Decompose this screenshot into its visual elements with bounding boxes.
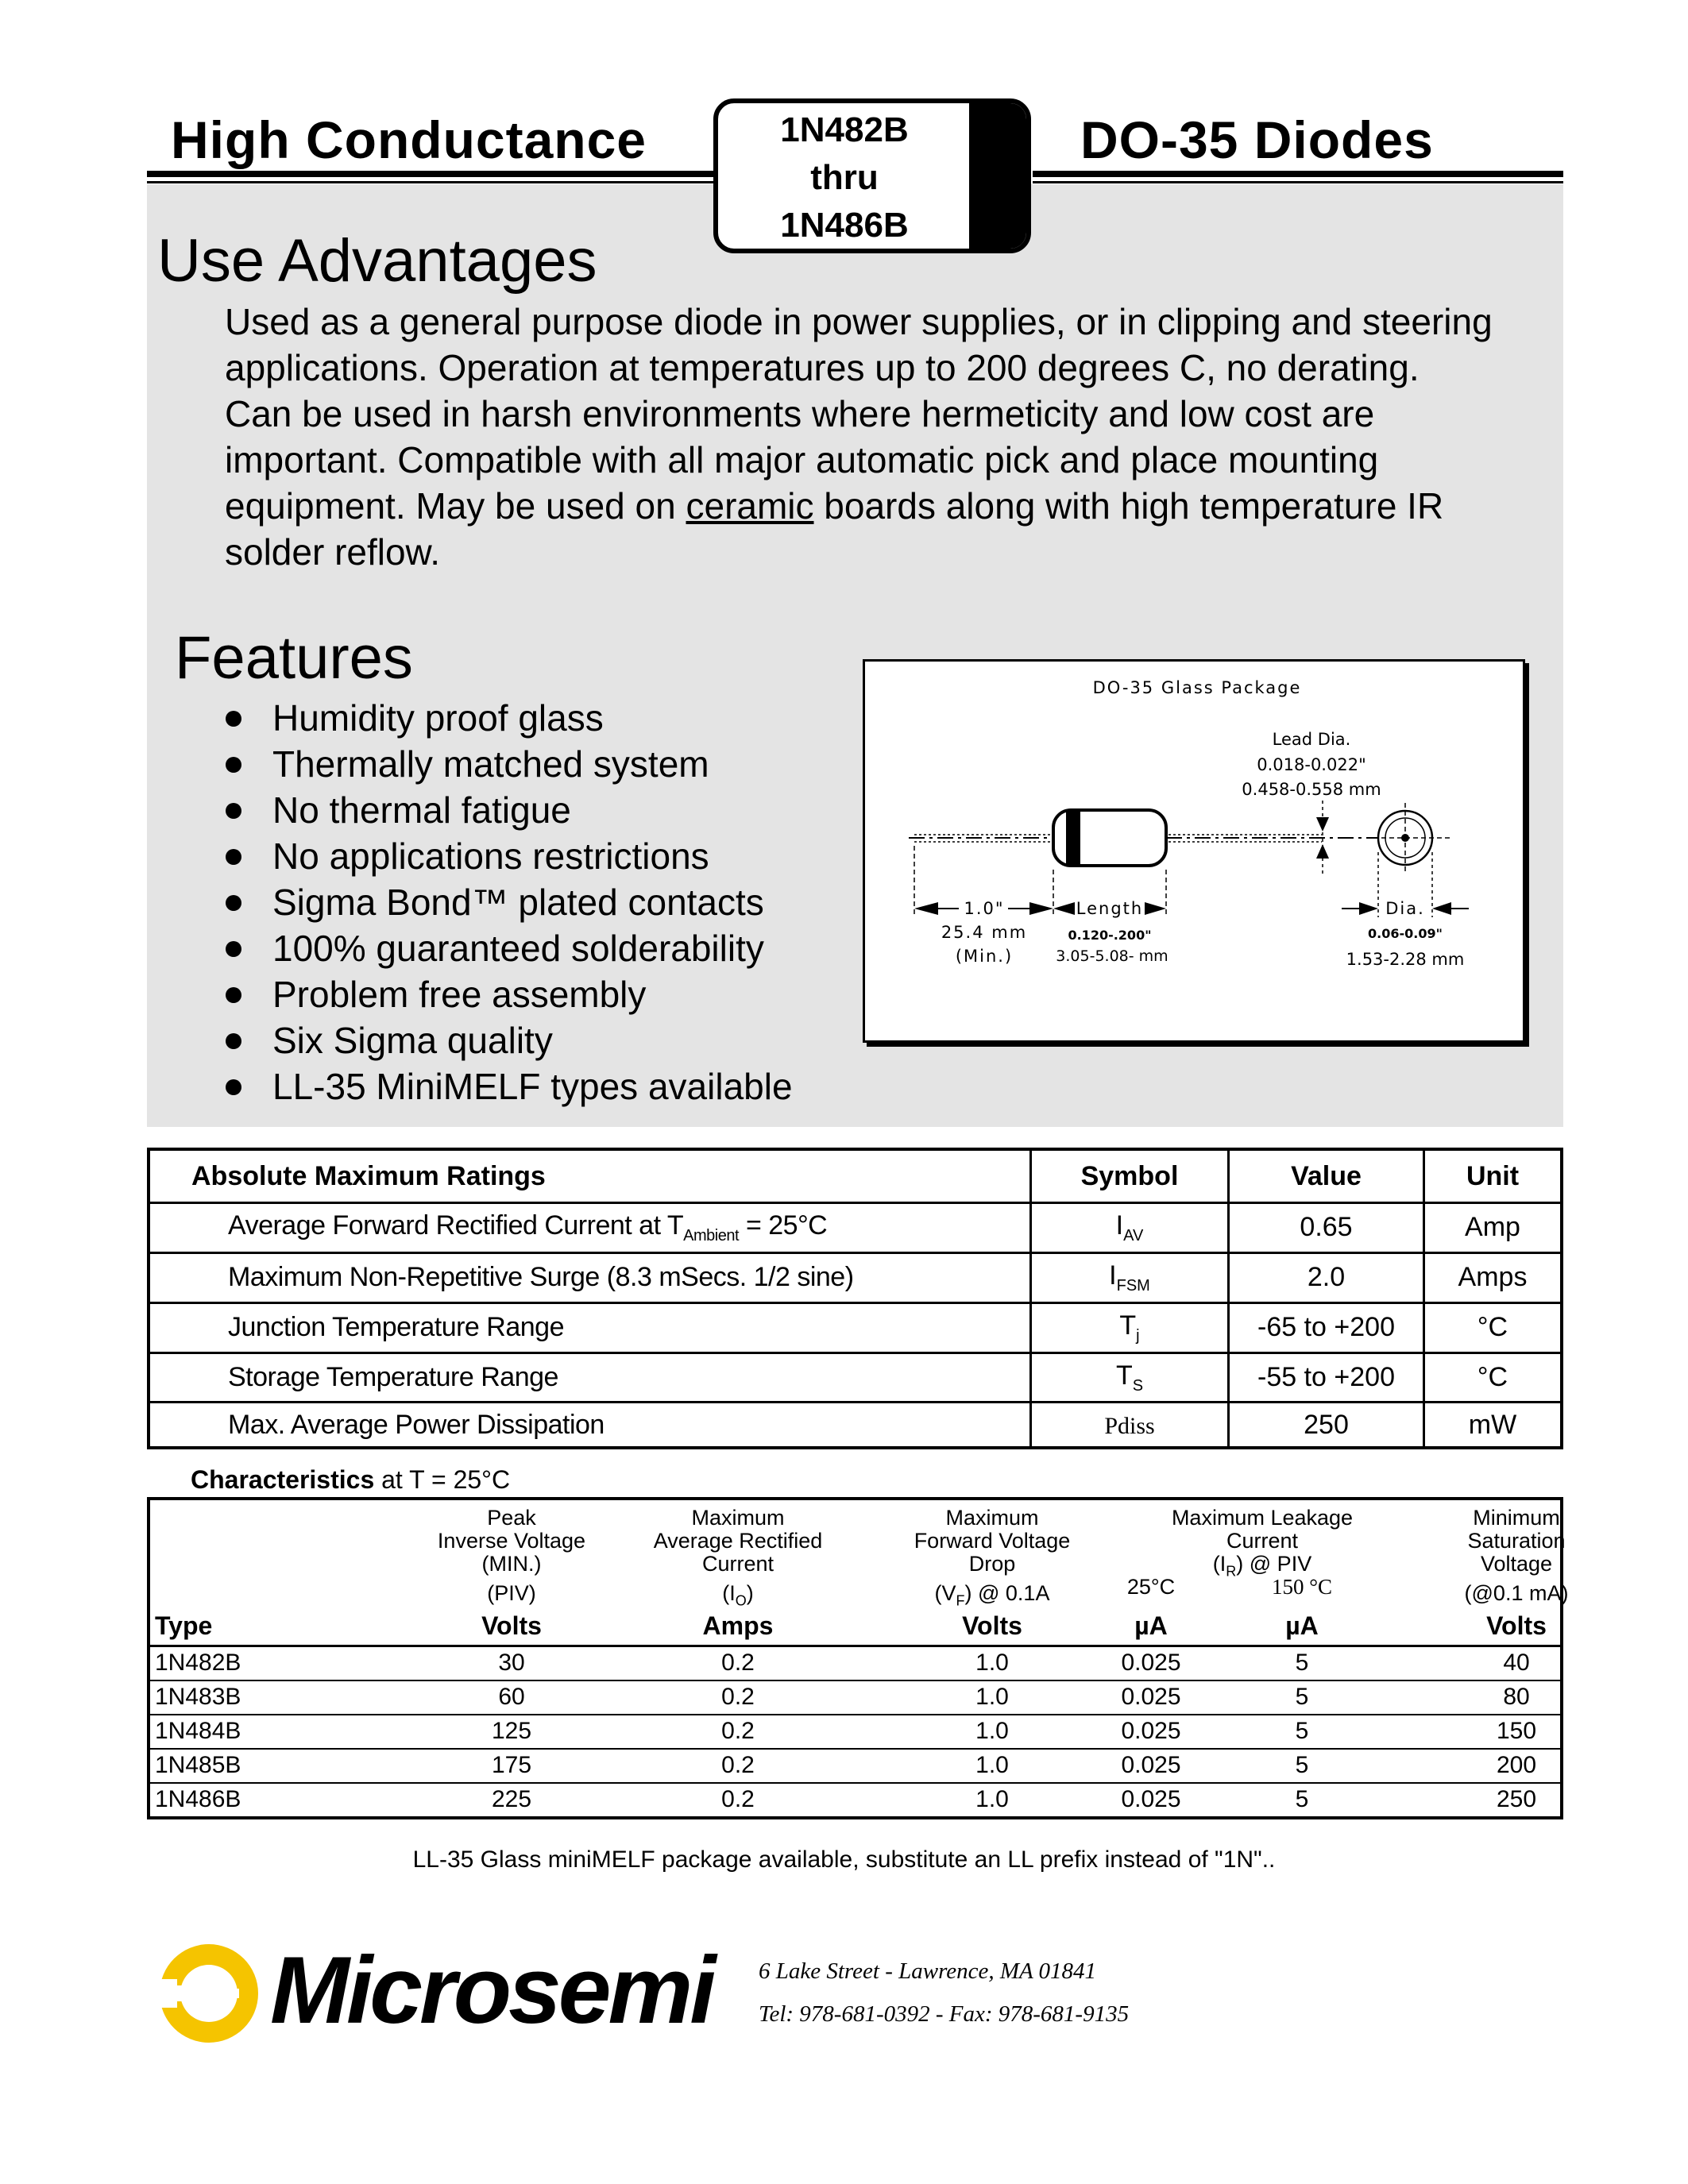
unit-io: Amps bbox=[702, 1611, 774, 1640]
cell-io: 0.2 bbox=[721, 1684, 755, 1710]
feature-item: Humidity proof glass bbox=[222, 695, 793, 741]
arrow-icon bbox=[1145, 902, 1166, 915]
unit-ir150: µA bbox=[1285, 1611, 1319, 1640]
ratings-header: Unit bbox=[1424, 1149, 1562, 1203]
feature-item: LL-35 MiniMELF types available bbox=[222, 1063, 793, 1109]
cell-ir25: 0.025 bbox=[1121, 1684, 1181, 1710]
cell-io: 0.2 bbox=[721, 1786, 755, 1812]
cell-type: 1N482B bbox=[155, 1650, 241, 1676]
use-line: important. Compatible with all major automatic pick and place mounting bbox=[225, 439, 1379, 480]
header-rule-left-thin bbox=[147, 181, 715, 183]
feature-item: Six Sigma quality bbox=[222, 1017, 793, 1063]
cell-vf: 1.0 bbox=[975, 1650, 1009, 1676]
feature-item: Thermally matched system bbox=[222, 741, 793, 787]
feature-item: No thermal fatigue bbox=[222, 787, 793, 833]
unit-piv: Volts bbox=[481, 1611, 542, 1640]
microsemi-logo-icon bbox=[153, 1938, 265, 2053]
use-line: Can be used in harsh environments where hermeticity and low cost are bbox=[225, 393, 1375, 434]
body-band bbox=[1066, 810, 1080, 866]
table-row bbox=[150, 1681, 1560, 1715]
rating-value: 2.0 bbox=[1229, 1252, 1424, 1302]
pkg-title: DO-35 Glass Package bbox=[1092, 678, 1302, 697]
cell-ir150: 5 bbox=[1295, 1752, 1309, 1778]
col-header-vsat: Minimum Saturation Voltage (@0.1 mA) bbox=[1464, 1506, 1569, 1605]
ratings-header: Absolute Maximum Ratings bbox=[149, 1149, 1031, 1203]
rating-unit: Amps bbox=[1424, 1252, 1562, 1302]
rating-desc: Max. Average Power Dissipation bbox=[149, 1403, 1031, 1448]
arrow-icon bbox=[914, 902, 938, 915]
logo-gap bbox=[153, 1979, 177, 2008]
lead-dia-in: 0.018-0.022" bbox=[1257, 755, 1366, 774]
lead-dia-label: Lead Dia. bbox=[1272, 730, 1351, 749]
cell-type: 1N485B bbox=[155, 1752, 241, 1778]
ratings-header: Symbol bbox=[1031, 1149, 1229, 1203]
part-thru: thru bbox=[810, 158, 879, 197]
use-line-part: boards along with high temperature IR bbox=[813, 485, 1444, 527]
length-in: 0.120-.200" bbox=[1068, 928, 1152, 943]
rating-desc: Maximum Non-Repetitive Surge (8.3 mSecs. 1/2 sine) bbox=[149, 1252, 1031, 1302]
rating-symbol: $I_{FSM}$ bbox=[1031, 1252, 1229, 1302]
cell-ir150: 5 bbox=[1295, 1650, 1309, 1676]
rating-symbol: $I_{AV}$ bbox=[1031, 1203, 1229, 1253]
ceramic-underlined: ceramic bbox=[686, 485, 814, 527]
bullet-icon bbox=[226, 895, 241, 911]
characteristics-title: Characteristics at T = 25°C bbox=[191, 1465, 511, 1494]
dia-label: Dia. bbox=[1385, 899, 1425, 918]
col-header-ir: Maximum Leakage Current $(I_R)$ @ PIV bbox=[1171, 1506, 1354, 1580]
ratings-row bbox=[149, 1352, 1562, 1403]
table-row bbox=[150, 1750, 1560, 1784]
title-left: High Conductance bbox=[171, 110, 647, 169]
part-end: 1N486B bbox=[780, 206, 909, 245]
cell-piv: 60 bbox=[498, 1684, 525, 1710]
rating-symbol: Pdiss bbox=[1031, 1403, 1229, 1448]
use-line: applications. Operation at temperatures up to 200 degrees C, no derating. bbox=[225, 347, 1420, 388]
cell-type: 1N486B bbox=[155, 1786, 241, 1812]
arrow-icon bbox=[1316, 817, 1329, 832]
features-list bbox=[222, 695, 793, 1109]
bullet-icon bbox=[226, 1033, 241, 1049]
bullet-icon bbox=[226, 757, 241, 773]
rating-value: 250 bbox=[1229, 1403, 1424, 1448]
table-row bbox=[150, 1784, 1560, 1816]
part-start: 1N482B bbox=[780, 110, 909, 149]
col-header-type: Type bbox=[155, 1611, 213, 1640]
cell-vsat: 150 bbox=[1496, 1718, 1537, 1744]
bullet-icon bbox=[226, 803, 241, 819]
rating-value: -65 to +200 bbox=[1229, 1302, 1424, 1352]
phone-line: Tel: 978-681-0392 - Fax: 978-681-9135 bbox=[759, 2001, 1130, 2027]
cell-piv: 125 bbox=[491, 1718, 532, 1744]
bullet-icon bbox=[226, 987, 241, 1003]
feature-item: Problem free assembly bbox=[222, 971, 793, 1017]
rating-value: 0.65 bbox=[1229, 1203, 1424, 1253]
lead-len-in: 1.0" bbox=[964, 899, 1005, 918]
cell-vsat: 200 bbox=[1496, 1752, 1537, 1778]
header-rule-left bbox=[147, 171, 715, 177]
feature-item: No applications restrictions bbox=[222, 833, 793, 879]
unit-vsat: Volts bbox=[1486, 1611, 1547, 1640]
cell-io: 0.2 bbox=[721, 1650, 755, 1676]
cell-ir150: 5 bbox=[1295, 1684, 1309, 1710]
bullet-icon bbox=[226, 711, 241, 727]
header-rule-right-thin bbox=[1033, 181, 1563, 183]
rating-symbol: $T_S$ bbox=[1031, 1352, 1229, 1403]
col-header-piv: Peak Inverse Voltage (MIN.) (PIV) bbox=[437, 1506, 586, 1605]
characteristics-table bbox=[147, 1497, 1569, 1819]
cell-io: 0.2 bbox=[721, 1718, 755, 1744]
cell-piv: 225 bbox=[491, 1786, 532, 1812]
dia-in: 0.06-0.09" bbox=[1368, 926, 1443, 941]
rating-unit: Amp bbox=[1424, 1203, 1562, 1253]
rating-symbol: $T_j$ bbox=[1031, 1302, 1229, 1352]
cell-vsat: 250 bbox=[1496, 1786, 1537, 1812]
cell-vsat: 40 bbox=[1503, 1650, 1530, 1676]
cell-type: 1N484B bbox=[155, 1718, 241, 1744]
cell-ir25: 0.025 bbox=[1121, 1752, 1181, 1778]
unit-vf: Volts bbox=[962, 1611, 1022, 1640]
bullet-icon bbox=[226, 941, 241, 957]
rating-unit: mW bbox=[1424, 1403, 1562, 1448]
feature-item: Sigma Bond™ plated contacts bbox=[222, 879, 793, 925]
arrow-icon bbox=[1029, 902, 1053, 915]
ratings-header-row bbox=[149, 1149, 1562, 1203]
arrow-icon bbox=[1053, 902, 1075, 915]
bullet-icon bbox=[226, 1079, 241, 1095]
use-advantages-text bbox=[225, 299, 1575, 575]
absolute-maximum-ratings-table bbox=[147, 1148, 1563, 1449]
ratings-row bbox=[149, 1403, 1562, 1448]
header-rule-right bbox=[1033, 171, 1563, 177]
cell-ir25: 0.025 bbox=[1121, 1650, 1181, 1676]
cell-ir150: 5 bbox=[1295, 1786, 1309, 1812]
ratings-row bbox=[149, 1302, 1562, 1352]
features-heading: Features bbox=[175, 624, 413, 692]
col-header-ir-150: 150 °C bbox=[1271, 1575, 1333, 1599]
cell-vsat: 80 bbox=[1503, 1684, 1530, 1710]
cell-piv: 175 bbox=[491, 1752, 532, 1778]
cell-ir25: 0.025 bbox=[1121, 1718, 1181, 1744]
lead-len-mm: 25.4 mm bbox=[941, 923, 1028, 942]
package-diagram-svg bbox=[865, 662, 1523, 1040]
rating-value: -55 to +200 bbox=[1229, 1352, 1424, 1403]
title-right: DO-35 Diodes bbox=[1080, 110, 1434, 169]
rating-desc: Average Forward Rectified Current at $T_{Ambient} = 25^\circ C$ bbox=[149, 1203, 1031, 1253]
length-mm: 3.05-5.08- mm bbox=[1056, 947, 1168, 965]
package-drawing bbox=[863, 659, 1525, 1043]
cell-io: 0.2 bbox=[721, 1752, 755, 1778]
rating-unit: °C bbox=[1424, 1352, 1562, 1403]
col-header-io: Maximum Average Rectified Current $(I_O)$ bbox=[653, 1506, 823, 1609]
rating-desc: Junction Temperature Range bbox=[149, 1302, 1031, 1352]
lead-dia-mm: 0.458-0.558 mm bbox=[1242, 780, 1381, 799]
cell-piv: 30 bbox=[498, 1650, 525, 1676]
use-line: Used as a general purpose diode in power supplies, or in clipping and steering bbox=[225, 301, 1493, 342]
ratings-row bbox=[149, 1252, 1562, 1302]
col-header-vf: Maximum Forward Voltage Drop $(V_F)$ @ 0.1A bbox=[914, 1506, 1071, 1609]
company-address bbox=[759, 1950, 1129, 2035]
dia-mm: 1.53-2.28 mm bbox=[1346, 950, 1465, 969]
lead-len-note: (Min.) bbox=[955, 947, 1014, 966]
miniMELF-note: LL-35 Glass miniMELF package available, substitute an LL prefix instead of "1N".. bbox=[412, 1846, 1276, 1873]
cell-vf: 1.0 bbox=[975, 1718, 1009, 1744]
address-line: 6 Lake Street - Lawrence, MA 01841 bbox=[759, 1958, 1096, 1984]
rating-desc: Storage Temperature Range bbox=[149, 1352, 1031, 1403]
bullet-icon bbox=[226, 849, 241, 865]
arrow-icon bbox=[1432, 902, 1451, 915]
arrow-icon bbox=[1359, 902, 1378, 915]
ratings-header: Value bbox=[1229, 1149, 1424, 1203]
characteristics-header bbox=[150, 1500, 1569, 1647]
cell-vf: 1.0 bbox=[975, 1752, 1009, 1778]
ratings-row bbox=[149, 1203, 1562, 1253]
cathode-band bbox=[969, 103, 1026, 249]
feature-item: 100% guaranteed solderability bbox=[222, 925, 793, 971]
use-line: solder reflow. bbox=[225, 531, 441, 573]
cell-vf: 1.0 bbox=[975, 1786, 1009, 1812]
use-line bbox=[225, 483, 1575, 529]
rating-unit: °C bbox=[1424, 1302, 1562, 1352]
cell-type: 1N483B bbox=[155, 1684, 241, 1710]
length-label: Length bbox=[1076, 899, 1144, 918]
cell-ir150: 5 bbox=[1295, 1718, 1309, 1744]
use-advantages-heading: Use Advantages bbox=[157, 227, 597, 295]
logo-slot bbox=[179, 1989, 239, 1998]
company-name: Microsemi bbox=[270, 1937, 713, 2043]
col-header-ir-25: 25°C bbox=[1126, 1575, 1176, 1599]
part-number-box bbox=[713, 98, 1031, 253]
cell-vf: 1.0 bbox=[975, 1684, 1009, 1710]
table-row bbox=[150, 1715, 1560, 1750]
table-row bbox=[150, 1647, 1560, 1681]
use-line-part: equipment. May be used on bbox=[225, 485, 686, 527]
cell-ir25: 0.025 bbox=[1121, 1786, 1181, 1812]
unit-ir25: µA bbox=[1134, 1611, 1168, 1640]
